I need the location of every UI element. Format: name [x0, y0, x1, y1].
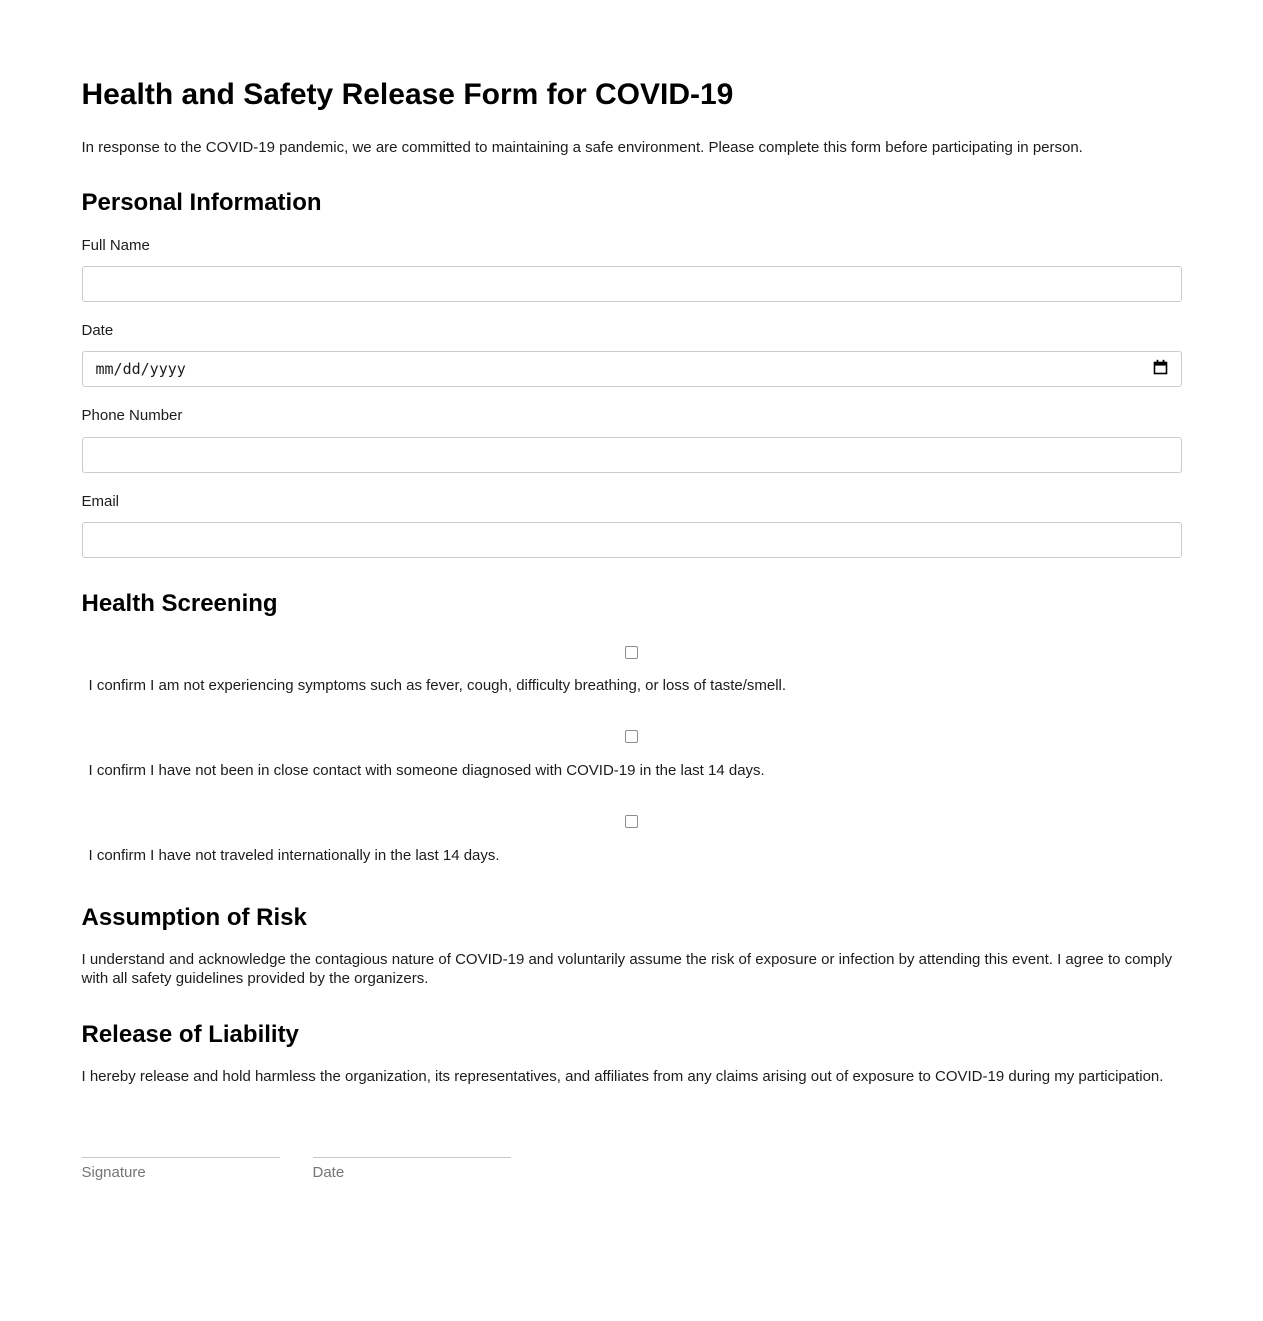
close-contact-checkbox[interactable] [625, 730, 638, 743]
intro-text: In response to the COVID-19 pandemic, we are committed to maintaining a safe environment. Please complete this form before participating in person. [81, 138, 1083, 156]
section-heading-personal-information: Personal Information [81, 189, 322, 217]
signature-label: Signature [81, 1164, 146, 1182]
travel-checkbox[interactable] [625, 815, 638, 828]
release-of-liability-text: I hereby release and hold harmless the organization, its representatives, and affiliates from any claims arising out of exposure to COVID-19 during my participation. [81, 1068, 1164, 1086]
signature-date-label: Date [312, 1164, 345, 1182]
checkbox-container [82, 643, 1182, 661]
symptoms-checkbox-label[interactable]: I confirm I am not experiencing symptoms such as fever, cough, difficulty breathing, or loss of taste/smell. [88, 677, 787, 695]
field-date [82, 322, 1182, 387]
field-email [82, 493, 1182, 558]
signature-block [82, 1157, 280, 1181]
checkbox-container [82, 813, 1182, 831]
calendar-icon[interactable] [1152, 358, 1170, 376]
signature-line[interactable] [82, 1157, 280, 1158]
close-contact-checkbox-label[interactable]: I confirm I have not been in close contact with someone diagnosed with COVID-19 in the last 14 days. [88, 762, 765, 780]
date-input[interactable] [82, 351, 1182, 387]
full-name-label: Full Name [81, 236, 150, 254]
health-screening-item-3 [82, 813, 1182, 866]
date-label: Date [81, 322, 114, 340]
date-input-wrapper [82, 351, 1182, 387]
full-name-input[interactable] [82, 266, 1182, 302]
section-heading-assumption-of-risk: Assumption of Risk [81, 903, 307, 931]
section-heading-release-of-liability: Release of Liability [81, 1020, 299, 1048]
health-screening-item-2 [82, 728, 1182, 781]
health-screening-item-1 [82, 643, 1182, 696]
field-full-name [82, 237, 1182, 302]
section-heading-health-screening: Health Screening [81, 589, 278, 617]
assumption-of-risk-text: I understand and acknowledge the contagious nature of COVID-19 and voluntarily assume the risk of exposure or infection by attending this event. I agree to comply with all safety guidelines provided by the organizers. [81, 951, 1173, 988]
field-phone-number [82, 407, 1182, 472]
form-container [82, 0, 1182, 1293]
checkbox-container [82, 728, 1182, 746]
symptoms-checkbox[interactable] [625, 646, 638, 659]
email-label: Email [81, 492, 120, 510]
signature-date-block [313, 1157, 511, 1181]
phone-number-label: Phone Number [81, 407, 183, 425]
signature-area [82, 1157, 1182, 1181]
page-title: Health and Safety Release Form for COVID-19 [81, 78, 734, 111]
travel-checkbox-label[interactable]: I confirm I have not traveled internationally in the last 14 days. [88, 846, 500, 864]
email-input[interactable] [82, 522, 1182, 558]
signature-date-line[interactable] [313, 1157, 511, 1158]
phone-number-input[interactable] [82, 437, 1182, 473]
